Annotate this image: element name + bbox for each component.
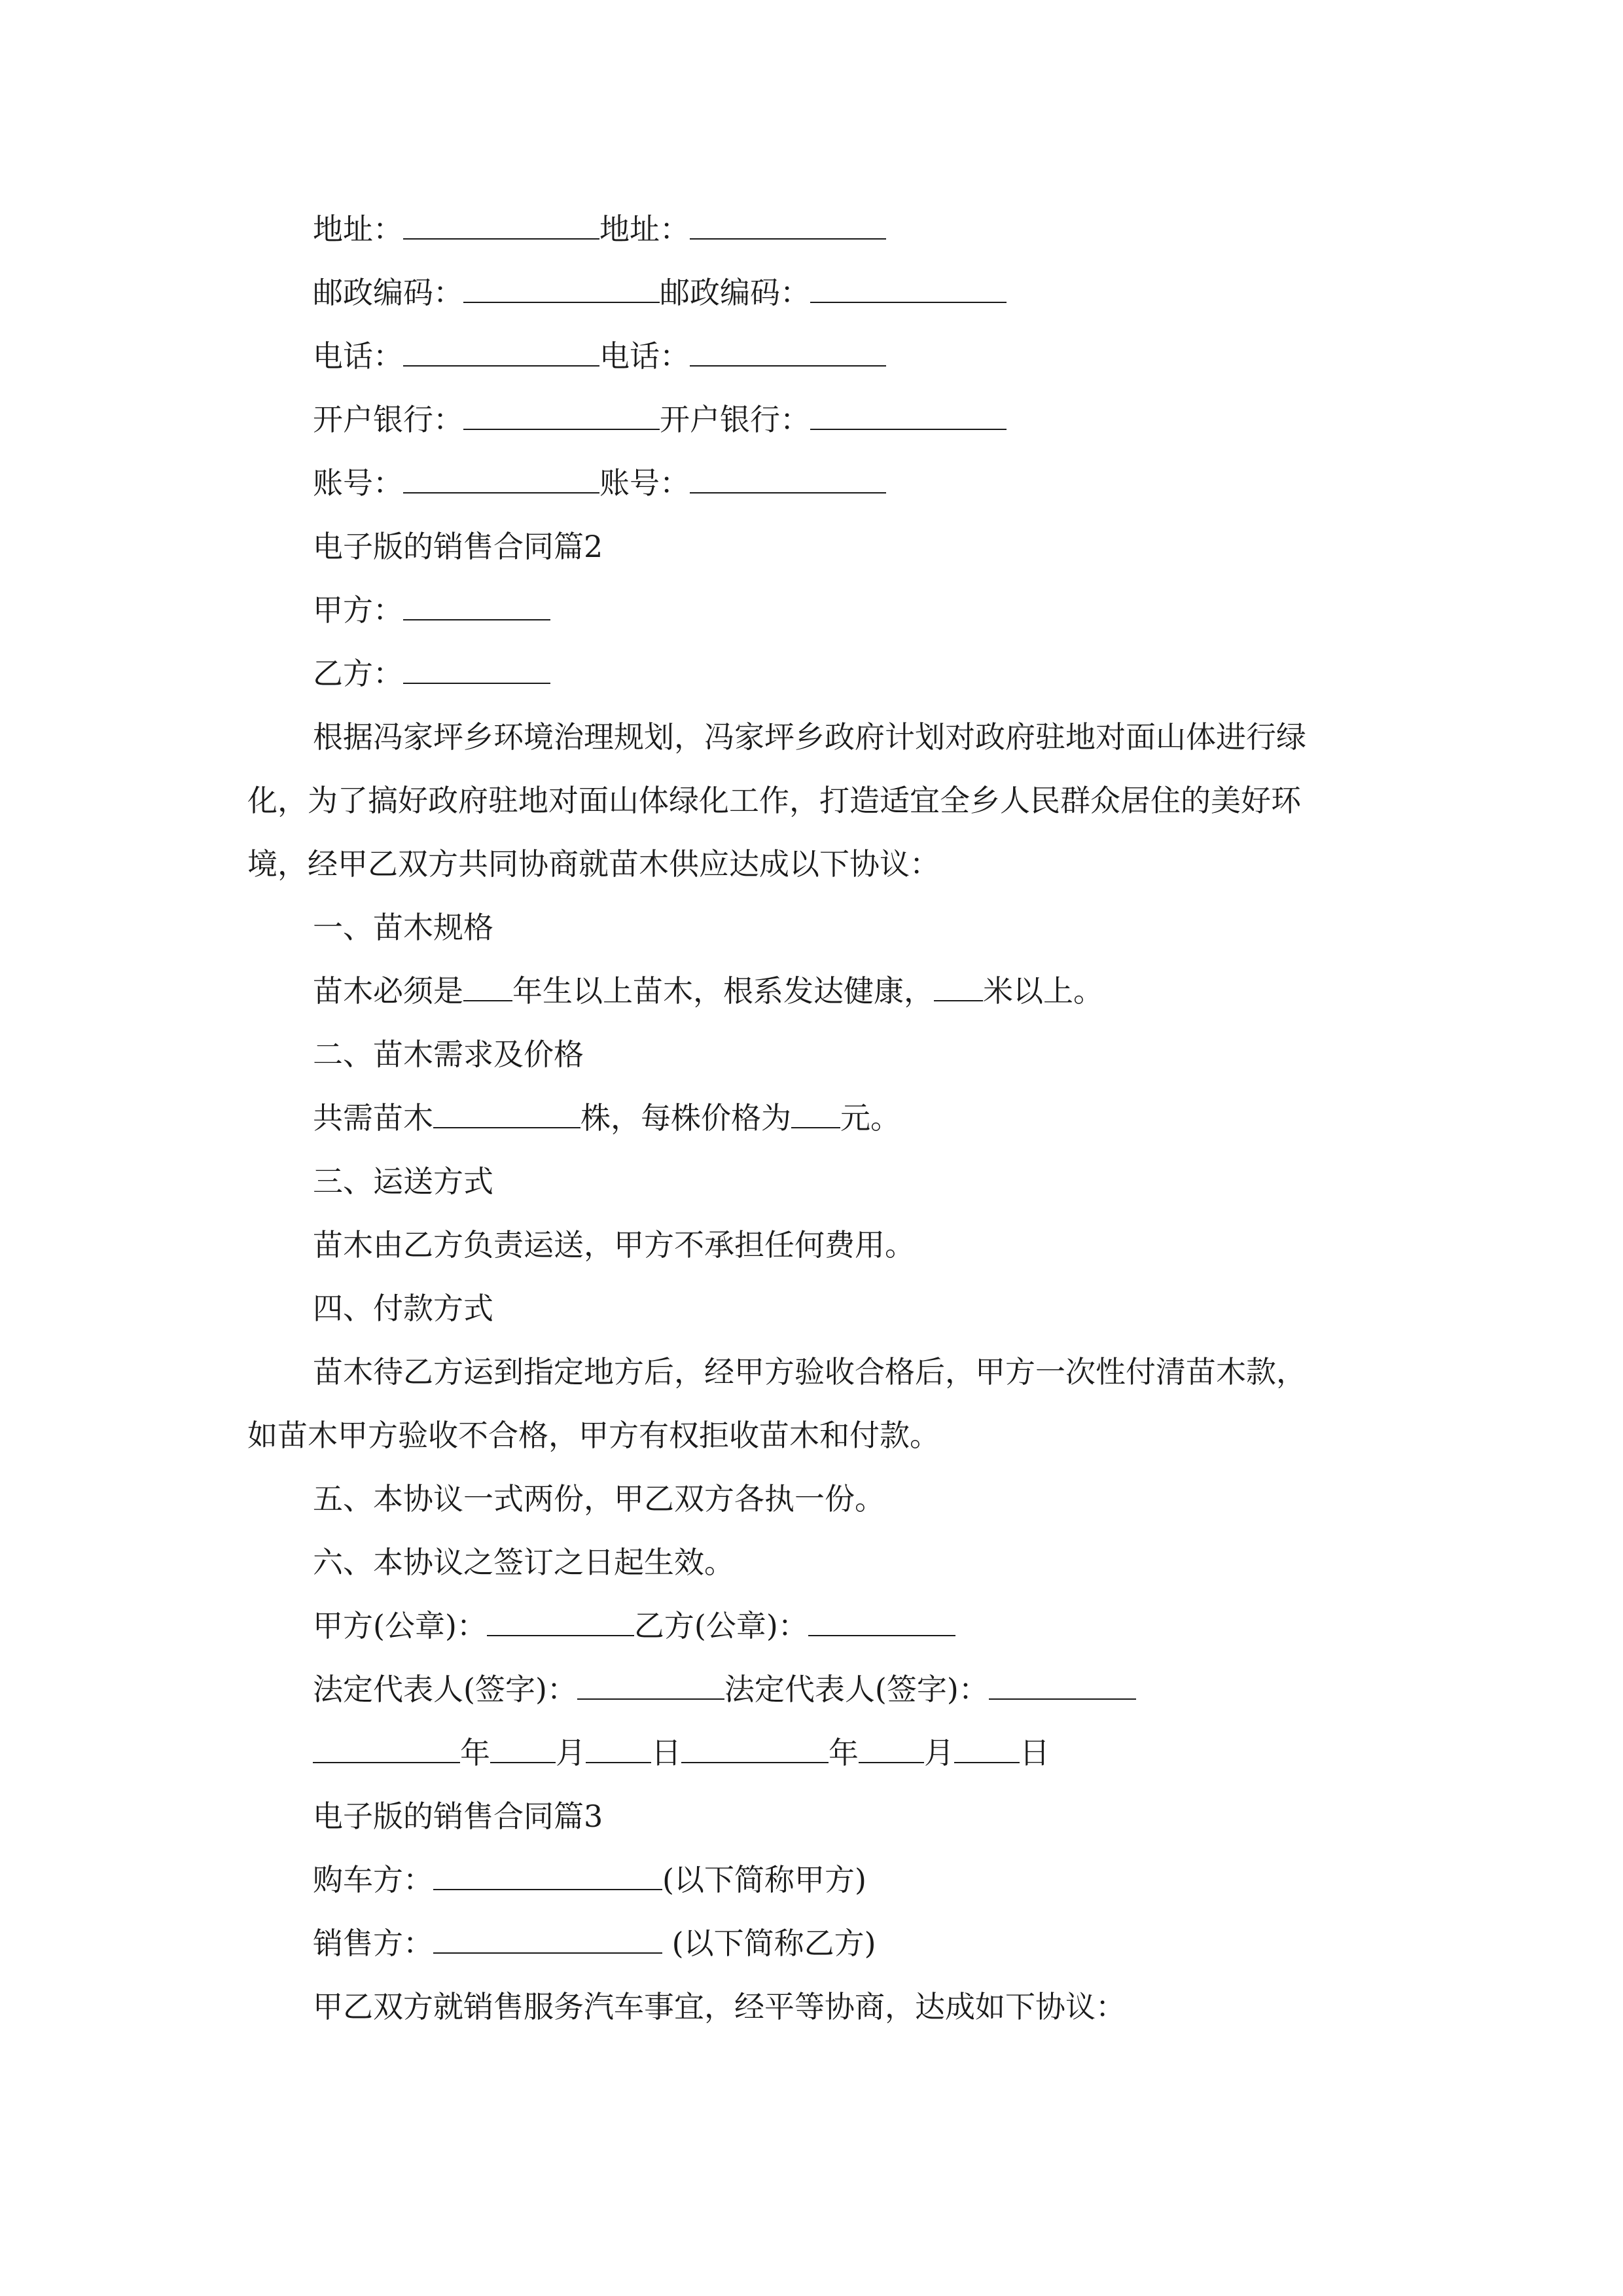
address-label-a: 地址： — [313, 211, 403, 247]
section3-intro: 甲乙双方就销售服务汽车事宜，经平等协商，达成如下协议： — [313, 1989, 1126, 2024]
heading-demand: 二、苗木需求及价格 — [313, 1037, 584, 1072]
buyer-label: 购车方： — [313, 1862, 433, 1897]
seller-blank — [433, 1924, 662, 1954]
year-blank-b — [681, 1733, 829, 1763]
seal-a-blank — [487, 1606, 634, 1636]
year-label-b: 年 — [829, 1735, 859, 1770]
party-a-row — [313, 590, 550, 630]
month-blank-b — [859, 1733, 924, 1763]
day-blank-b — [954, 1733, 1020, 1763]
demand-text-b: 株，每株价格为 — [580, 1100, 791, 1136]
account-label-a: 账号： — [313, 465, 403, 501]
day-blank-a — [586, 1733, 651, 1763]
bank-label-a: 开户银行： — [313, 402, 463, 437]
buyer-row — [313, 1860, 866, 1899]
year-blank-a — [313, 1733, 460, 1763]
intro-line-1: 根据冯家坪乡环境治理规划，冯家坪乡政府计划对政府驻地对面山体进行绿 — [313, 719, 1306, 755]
payment-line-2: 如苗木甲方验收不合格，甲方有权拒收苗木和付款。 — [247, 1418, 940, 1453]
seller-label: 销售方： — [313, 1926, 433, 1961]
address-blank-b — [690, 209, 886, 240]
seal-b-blank — [808, 1606, 955, 1636]
demand-paragraph — [313, 1098, 901, 1138]
party-b-row — [313, 654, 550, 693]
phone-row — [313, 336, 886, 376]
intro-line-2: 化，为了搞好政府驻地对面山体绿化工作，打造适宜全乡人民群众居住的美好环 — [247, 783, 1301, 818]
delivery-paragraph: 苗木由乙方负责运送，甲方不承担任何费用。 — [313, 1227, 915, 1263]
address-label-b: 地址： — [599, 211, 690, 247]
postcode-label-b: 邮政编码： — [660, 275, 810, 310]
month-label-a: 月 — [556, 1735, 586, 1770]
heading-spec: 一、苗木规格 — [313, 910, 493, 945]
rep-b-label: 法定代表人(签字)： — [724, 1672, 989, 1707]
day-label-b: 日 — [1020, 1735, 1050, 1770]
rep-a-label: 法定代表人(签字)： — [313, 1672, 577, 1707]
demand-text-c: 元。 — [840, 1100, 901, 1136]
postcode-blank-b — [810, 273, 1007, 303]
postcode-label-a: 邮政编码： — [313, 275, 463, 310]
price-blank — [791, 1098, 840, 1128]
account-blank-b — [690, 463, 886, 493]
spec-text-a: 苗木必须是 — [313, 973, 463, 1009]
section2-title: 电子版的销售合同篇2 — [313, 529, 603, 564]
year-label-a: 年 — [460, 1735, 490, 1770]
party-b-blank — [403, 654, 550, 684]
postcode-blank-a — [463, 273, 660, 303]
address-row — [313, 209, 886, 249]
day-label-a: 日 — [651, 1735, 681, 1770]
clause-copies: 五、本协议一式两份，甲乙双方各执一份。 — [313, 1481, 885, 1516]
rep-a-blank — [577, 1670, 724, 1700]
phone-blank-a — [403, 336, 599, 367]
phone-label-a: 电话： — [313, 338, 403, 374]
seal-a-label: 甲方(公章)： — [313, 1608, 487, 1643]
intro-line-3: 境，经甲乙双方共同协商就苗木供应达成以下协议： — [247, 846, 940, 882]
payment-line-1: 苗木待乙方运到指定地方后，经甲方验收合格后，甲方一次性付清苗木款， — [313, 1354, 1306, 1390]
month-blank-a — [490, 1733, 556, 1763]
rep-b-blank — [989, 1670, 1136, 1700]
height-blank — [934, 971, 983, 1001]
party-b-label: 乙方： — [313, 656, 403, 691]
phone-label-b: 电话： — [599, 338, 690, 374]
section3-title: 电子版的销售合同篇3 — [313, 1799, 603, 1834]
heading-delivery: 三、运送方式 — [313, 1164, 493, 1199]
date-row — [313, 1733, 1050, 1772]
years-blank — [463, 971, 512, 1001]
spec-paragraph — [313, 971, 1103, 1011]
account-blank-a — [403, 463, 599, 493]
seller-suffix: (以下简称乙方) — [662, 1926, 876, 1961]
demand-text-a: 共需苗木 — [313, 1100, 433, 1136]
party-a-label: 甲方： — [313, 592, 403, 628]
spec-text-c: 米以上。 — [983, 973, 1103, 1009]
heading-payment: 四、付款方式 — [313, 1291, 493, 1326]
seal-row — [313, 1606, 955, 1645]
bank-blank-b — [810, 400, 1007, 430]
bank-blank-a — [463, 400, 660, 430]
spec-text-b: 年生以上苗木，根系发达健康， — [512, 973, 934, 1009]
quantity-blank — [433, 1098, 580, 1128]
seller-row — [313, 1924, 876, 1963]
clause-effective: 六、本协议之签订之日起生效。 — [313, 1545, 734, 1580]
month-label-b: 月 — [924, 1735, 954, 1770]
representative-row — [313, 1670, 1136, 1709]
postcode-row — [313, 273, 1007, 312]
bank-row — [313, 400, 1007, 439]
phone-blank-b — [690, 336, 886, 367]
buyer-blank — [433, 1860, 662, 1890]
bank-label-b: 开户银行： — [660, 402, 810, 437]
party-a-blank — [403, 590, 550, 620]
seal-b-label: 乙方(公章)： — [633, 1608, 808, 1643]
account-row — [313, 463, 886, 503]
account-label-b: 账号： — [599, 465, 690, 501]
buyer-suffix: (以下简称甲方) — [662, 1862, 866, 1897]
address-blank-a — [403, 209, 599, 240]
